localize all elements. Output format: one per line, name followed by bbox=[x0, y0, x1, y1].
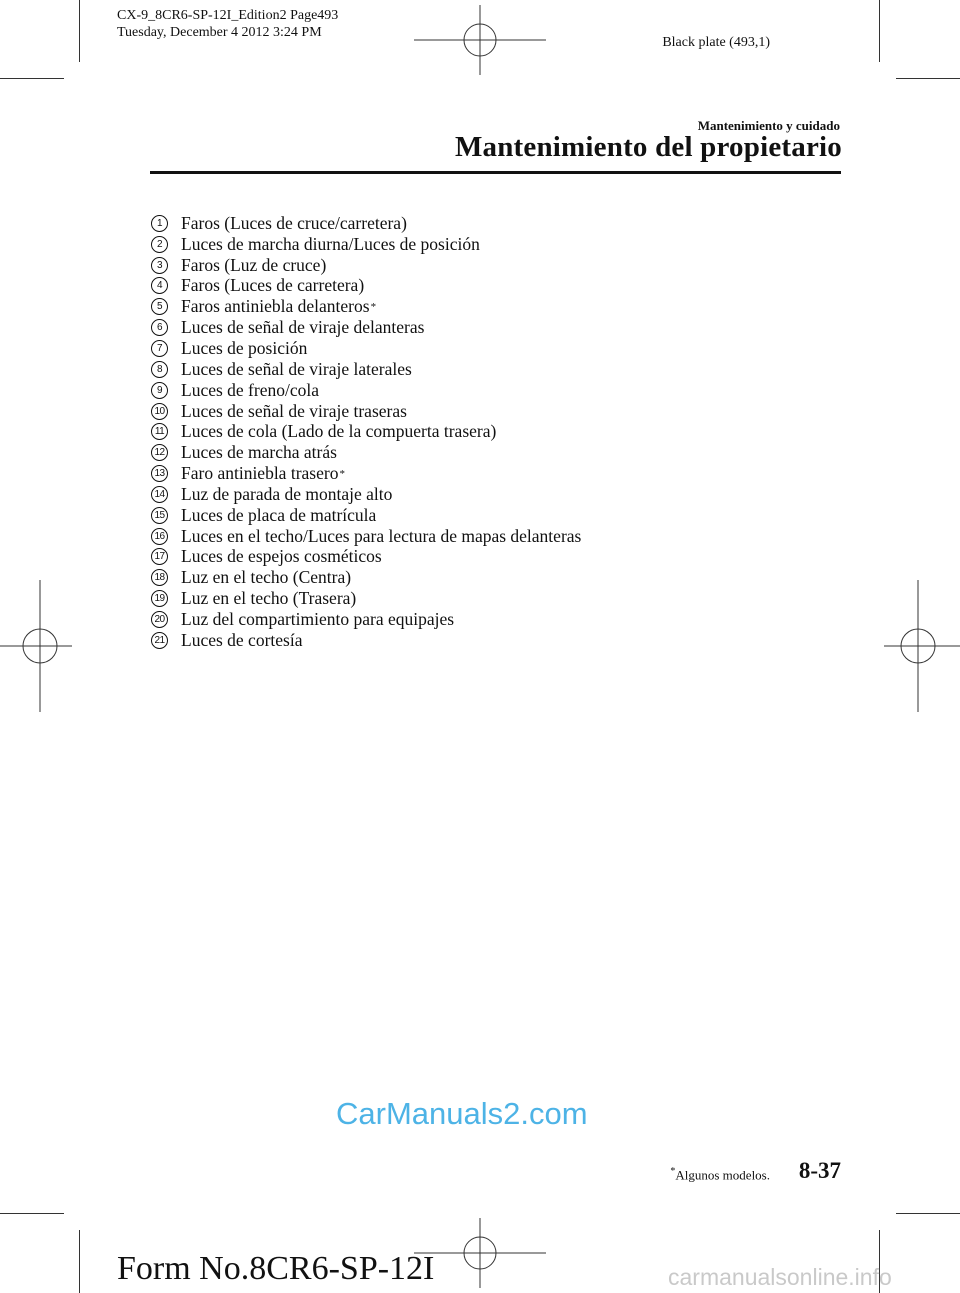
item-label: Faro antiniebla trasero bbox=[181, 463, 339, 484]
footnote-text: Algunos modelos. bbox=[675, 1167, 770, 1183]
item-label: Luz en el techo (Centra) bbox=[181, 567, 352, 588]
list-item bbox=[151, 463, 581, 484]
circled-number-icon: 21 bbox=[151, 632, 168, 649]
circled-number-icon: 18 bbox=[151, 569, 168, 586]
asterisk-icon: * bbox=[670, 1166, 676, 1177]
lamp-legend-list bbox=[151, 213, 581, 651]
list-item bbox=[151, 630, 581, 651]
item-label: Luces de señal de viraje delanteras bbox=[181, 317, 425, 338]
watermark-logo: CarManuals2.com bbox=[336, 1096, 588, 1131]
plate-label: Black plate (493,1) bbox=[662, 35, 770, 50]
item-label: Luces de señal de viraje traseras bbox=[181, 400, 407, 421]
circled-number-icon: 6 bbox=[151, 319, 168, 336]
header-rule bbox=[150, 171, 841, 174]
item-label: Faros (Luces de carretera) bbox=[181, 275, 365, 296]
list-item bbox=[151, 442, 581, 463]
circled-number-icon: 7 bbox=[151, 340, 168, 357]
item-label: Luces de marcha diurna/Luces de posición bbox=[181, 233, 480, 254]
circled-number-icon: 19 bbox=[151, 590, 168, 607]
item-label: Luz en el techo (Trasera) bbox=[181, 588, 357, 609]
item-label: Luz de parada de montaje alto bbox=[181, 483, 393, 504]
list-item bbox=[151, 505, 581, 526]
item-label: Luces de espejos cosméticos bbox=[181, 546, 382, 567]
list-item bbox=[151, 380, 581, 401]
circled-number-icon: 20 bbox=[151, 611, 168, 628]
item-label: Luces en el techo/Luces para lectura de mapas delanteras bbox=[181, 525, 582, 546]
list-item bbox=[151, 401, 581, 422]
form-number: Form No.8CR6-SP-12I bbox=[117, 1250, 435, 1287]
list-item bbox=[151, 255, 581, 276]
list-item bbox=[151, 526, 581, 547]
circled-number-icon: 3 bbox=[151, 257, 168, 274]
slug-line-1: CX-9_8CR6-SP-12I_Edition2 Page493 bbox=[117, 8, 339, 23]
item-label: Faros (Luz de cruce) bbox=[181, 254, 327, 275]
item-label: Luz del compartimiento para equipajes bbox=[181, 608, 455, 629]
registration-mark-right bbox=[884, 580, 960, 712]
list-item bbox=[151, 588, 581, 609]
circled-number-icon: 4 bbox=[151, 277, 168, 294]
circled-number-icon: 12 bbox=[151, 444, 168, 461]
list-item bbox=[151, 213, 581, 234]
list-item bbox=[151, 317, 581, 338]
circled-number-icon: 15 bbox=[151, 507, 168, 524]
item-label: Luces de posición bbox=[181, 337, 308, 358]
footnote bbox=[669, 1166, 770, 1183]
registration-mark-left bbox=[0, 580, 72, 712]
circled-number-icon: 10 bbox=[151, 403, 168, 420]
item-label: Luces de marcha atrás bbox=[181, 442, 337, 463]
circled-number-icon: 11 bbox=[151, 423, 168, 440]
list-item bbox=[151, 296, 581, 317]
item-label: Luces de señal de viraje laterales bbox=[181, 358, 412, 379]
asterisk-icon: * bbox=[339, 467, 345, 480]
circled-number-icon: 9 bbox=[151, 382, 168, 399]
page-number: 8-37 bbox=[798, 1158, 841, 1183]
slug-line-2: Tuesday, December 4 2012 3:24 PM bbox=[117, 25, 322, 40]
circled-number-icon: 2 bbox=[151, 236, 168, 253]
list-item bbox=[151, 338, 581, 359]
item-label: Faros (Luces de cruce/carretera) bbox=[181, 212, 407, 233]
circled-number-icon: 14 bbox=[151, 486, 168, 503]
list-item bbox=[151, 234, 581, 255]
circled-number-icon: 17 bbox=[151, 548, 168, 565]
section-title: Mantenimiento del propietario bbox=[454, 131, 842, 163]
circled-number-icon: 5 bbox=[151, 298, 168, 315]
section-label: Mantenimiento y cuidado bbox=[697, 118, 840, 133]
item-label: Luces de placa de matrícula bbox=[181, 504, 377, 525]
circled-number-icon: 8 bbox=[151, 361, 168, 378]
item-label: Luces de cola (Lado de la compuerta trasera) bbox=[181, 421, 497, 442]
list-item bbox=[151, 484, 581, 505]
list-item bbox=[151, 421, 581, 442]
circled-number-icon: 1 bbox=[151, 215, 168, 232]
registration-mark-top bbox=[414, 5, 546, 75]
watermark-site: carmanualsonline.info bbox=[668, 1264, 892, 1290]
asterisk-icon: * bbox=[370, 300, 377, 313]
list-item bbox=[151, 359, 581, 380]
list-item bbox=[151, 276, 581, 297]
list-item bbox=[151, 547, 581, 568]
item-label: Luces de freno/cola bbox=[181, 379, 319, 400]
item-label: Faros antiniebla delanteros bbox=[181, 296, 370, 317]
list-item bbox=[151, 567, 581, 588]
print-slug bbox=[117, 7, 338, 41]
list-item bbox=[151, 609, 581, 630]
circled-number-icon: 13 bbox=[151, 465, 168, 482]
item-label: Luces de cortesía bbox=[181, 629, 303, 650]
circled-number-icon: 16 bbox=[151, 528, 168, 545]
